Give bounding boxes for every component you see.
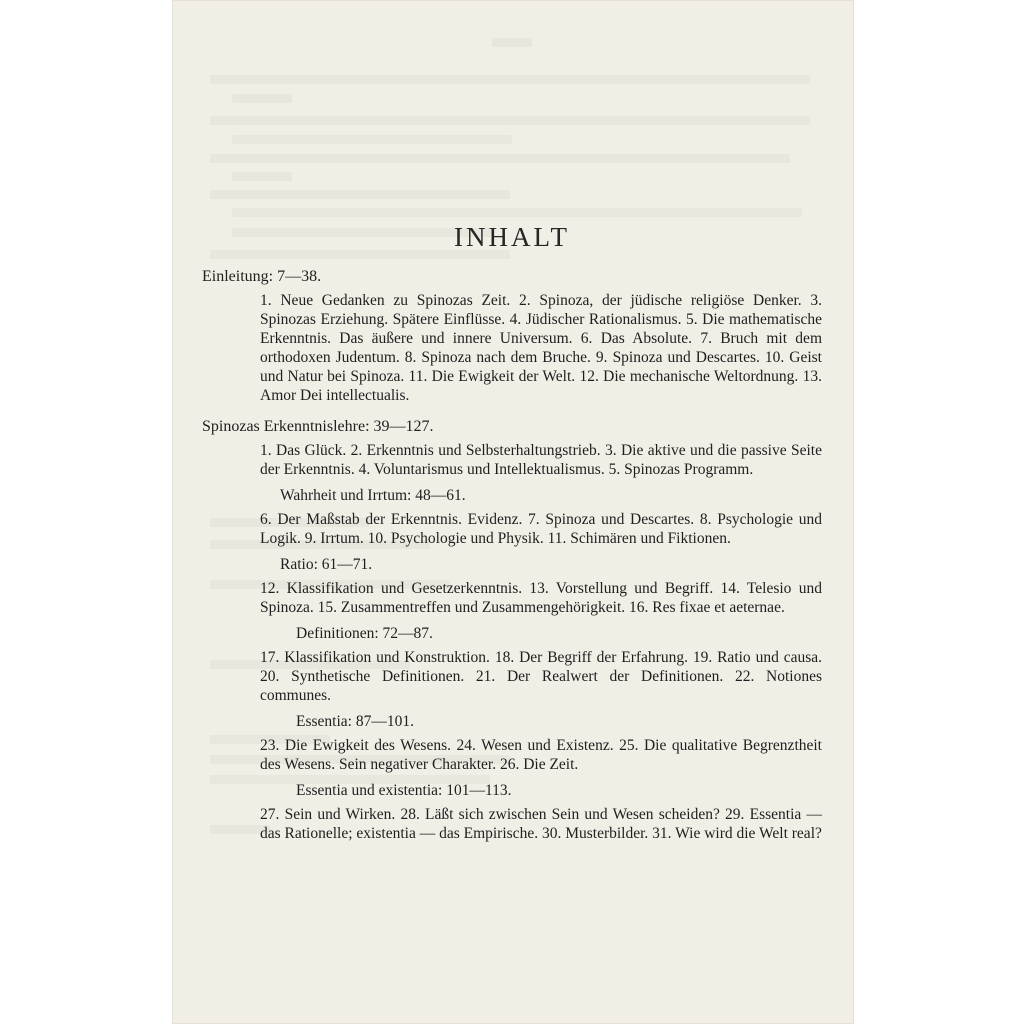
- section-text: 1. Das Glück. 2. Erkenntnis und Selbsterhaltungstrieb. 3. Die aktive und die passive Seite der Erkenntnis. 4. Voluntarismus und Intellektualismus. 5. Spinozas Programm.: [260, 442, 822, 478]
- subsection-heading: Essentia: 87—101.: [296, 713, 414, 730]
- page-title: INHALT: [454, 222, 570, 252]
- toc-subsection-definitionen: [202, 624, 822, 705]
- subsection-heading: Ratio: 61—71.: [280, 556, 373, 573]
- subsection-text: 6. Der Maßstab der Erkenntnis. Evidenz. 7. Spinoza und Descartes. 8. Psychologie und Logik. 9. Irrtum. 10. Psychologie und Physik. 11. Schimären und Fiktionen.: [260, 511, 822, 547]
- toc-subsection-essentia: [202, 712, 822, 774]
- toc-subsection-essentia-existentia: [202, 781, 822, 843]
- book-page: [172, 0, 854, 1024]
- subsection-heading: Wahrheit und Irrtum: 48—61.: [280, 487, 466, 504]
- subsection-text: 17. Klassifikation und Konstruktion. 18. Der Begriff der Erfahrung. 19. Ratio und causa. 20. Synthetische Definitionen. 21. Der Realwert der Definitionen. 22. Notiones communes.: [260, 649, 822, 704]
- toc-subsection-wahrheit: [202, 486, 822, 548]
- section-heading: Spinozas Erkenntnislehre: 39—127.: [202, 418, 434, 435]
- subsection-heading: Essentia und existentia: 101—113.: [296, 782, 512, 799]
- section-text: 1. Neue Gedanken zu Spinozas Zeit. 2. Spinoza, der jüdische religiöse Denker. 3. Spinozas Erziehung. Spätere Einflüsse. 4. Jüdischer Rationalismus. 5. Die mathematische Erkenntnis. Das äußere und innere Universum. 6. Das Absolute. 7. Bruch mit dem orthodoxen Judentum. 8. Spinoza nach dem Bruche. 9. Spinoza und Descartes. 10. Geist und Natur bei Spinoza. 11. Die Ewigkeit der Welt. 12. Die mechanische Weltordnung. 13. Amor Dei intellectualis.: [260, 292, 822, 404]
- toc-section-erkenntnislehre: [202, 417, 822, 843]
- toc-subsection-ratio: [202, 555, 822, 617]
- subsection-text: 27. Sein und Wirken. 28. Läßt sich zwischen Sein und Wesen scheiden? 29. Essentia — das Rationelle; existentia — das Empirische. 30. Musterbilder. 31. Wie wird die Welt real?: [260, 806, 822, 842]
- toc-section-einleitung: [202, 267, 822, 405]
- subsection-text: 12. Klassifikation und Gesetzerkenntnis. 13. Vorstellung und Begriff. 14. Telesio und Spinoza. 15. Zusammentreffen und Zusammengehörigkeit. 16. Res fixae et aeternae.: [260, 580, 822, 616]
- table-of-contents: [202, 222, 822, 843]
- section-heading: Einleitung: 7—38.: [202, 268, 322, 285]
- subsection-text: 23. Die Ewigkeit des Wesens. 24. Wesen und Existenz. 25. Die qualitative Begrenztheit des Wesens. Sein negativer Charakter. 26. Die Zeit.: [260, 737, 822, 773]
- subsection-heading: Definitionen: 72—87.: [296, 625, 433, 642]
